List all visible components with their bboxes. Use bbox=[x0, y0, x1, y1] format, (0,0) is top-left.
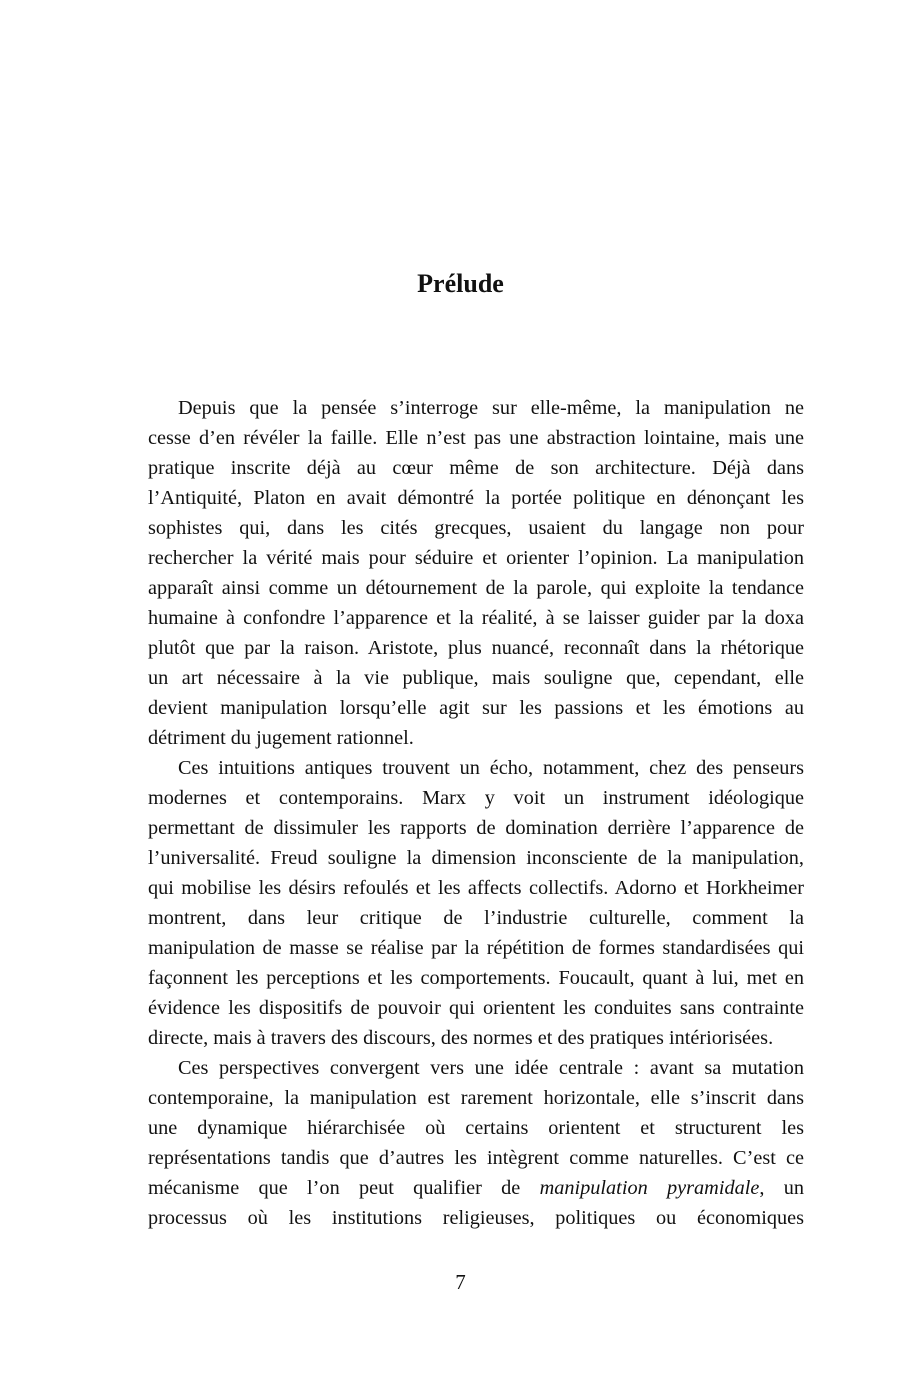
text-line: façonnent les perceptions et les comportements. Foucault, quant à lui, met en bbox=[148, 967, 804, 989]
text-segment: mécanisme que l’on peut qualifier de bbox=[148, 1177, 540, 1199]
paragraph-1 bbox=[118, 393, 804, 753]
text-line: apparaît ainsi comme un détournement de la parole, qui exploite la tendance bbox=[148, 577, 804, 599]
body-text bbox=[118, 393, 804, 1233]
text-line: détriment du jugement rationnel. bbox=[148, 727, 414, 749]
page-number: 7 bbox=[455, 1270, 466, 1294]
text-line: une dynamique hiérarchisée où certains orientent et structurent les bbox=[148, 1117, 804, 1139]
text-line: l’universalité. Freud souligne la dimension inconsciente de la manipulation, bbox=[148, 847, 804, 869]
text-line: l’Antiquité, Platon en avait démontré la portée politique en dénonçant les bbox=[148, 487, 804, 509]
emphasized-term: manipulation pyramidale bbox=[539, 1177, 760, 1199]
text-line: contemporaine, la manipulation est rarement horizontale, elle s’inscrit dans bbox=[148, 1087, 804, 1109]
text-line: cesse d’en révéler la faille. Elle n’est pas une abstraction lointaine, mais une bbox=[148, 427, 804, 449]
text-line: humaine à confondre l’apparence et la réalité, à se laisser guider par la doxa bbox=[148, 607, 804, 629]
page-title: Prélude bbox=[417, 269, 504, 298]
text-line: rechercher la vérité mais pour séduire et orienter l’opinion. La manipulation bbox=[148, 547, 804, 569]
text-line: évidence les dispositifs de pouvoir qui orientent les conduites sans contrainte bbox=[148, 997, 804, 1019]
text-line: un art nécessaire à la vie publique, mais souligne que, cependant, elle bbox=[148, 667, 804, 689]
text-line: manipulation de masse se réalise par la répétition de formes standardisées qui bbox=[148, 937, 804, 959]
text-line: représentations tandis que d’autres les intègrent comme naturelles. C’est ce bbox=[148, 1147, 804, 1169]
text-line: permettant de dissimuler les rapports de domination derrière l’apparence de bbox=[148, 817, 804, 839]
text-line: plutôt que par la raison. Aristote, plus nuancé, reconnaît dans la rhétorique bbox=[148, 637, 804, 659]
paragraph-2 bbox=[118, 753, 804, 1053]
text-line-with-emphasis bbox=[118, 1173, 804, 1203]
text-line: Ces intuitions antiques trouvent un écho, notamment, chez des penseurs bbox=[178, 757, 804, 779]
text-line: directe, mais à travers des discours, des normes et des pratiques intériorisées. bbox=[148, 1027, 774, 1049]
text-line: pratique inscrite déjà au cœur même de son architecture. Déjà dans bbox=[148, 457, 804, 479]
text-line: Ces perspectives convergent vers une idée centrale : avant sa mutation bbox=[178, 1057, 804, 1079]
text-line: sophistes qui, dans les cités grecques, usaient du langage non pour bbox=[148, 517, 804, 539]
text-line: Depuis que la pensée s’interroge sur elle-même, la manipulation ne bbox=[178, 397, 804, 419]
text-line: processus où les institutions religieuses, politiques ou économiques bbox=[148, 1207, 804, 1229]
text-segment: , un bbox=[759, 1177, 805, 1199]
text-line: devient manipulation lorsqu’elle agit sur les passions et les émotions au bbox=[148, 697, 804, 719]
text-line: qui mobilise les désirs refoulés et les affects collectifs. Adorno et Horkheimer bbox=[148, 877, 804, 899]
paragraph-3 bbox=[118, 1053, 804, 1233]
text-line: montrent, dans leur critique de l’industrie culturelle, comment la bbox=[148, 907, 804, 929]
text-line: modernes et contemporains. Marx y voit un instrument idéologique bbox=[148, 787, 804, 809]
